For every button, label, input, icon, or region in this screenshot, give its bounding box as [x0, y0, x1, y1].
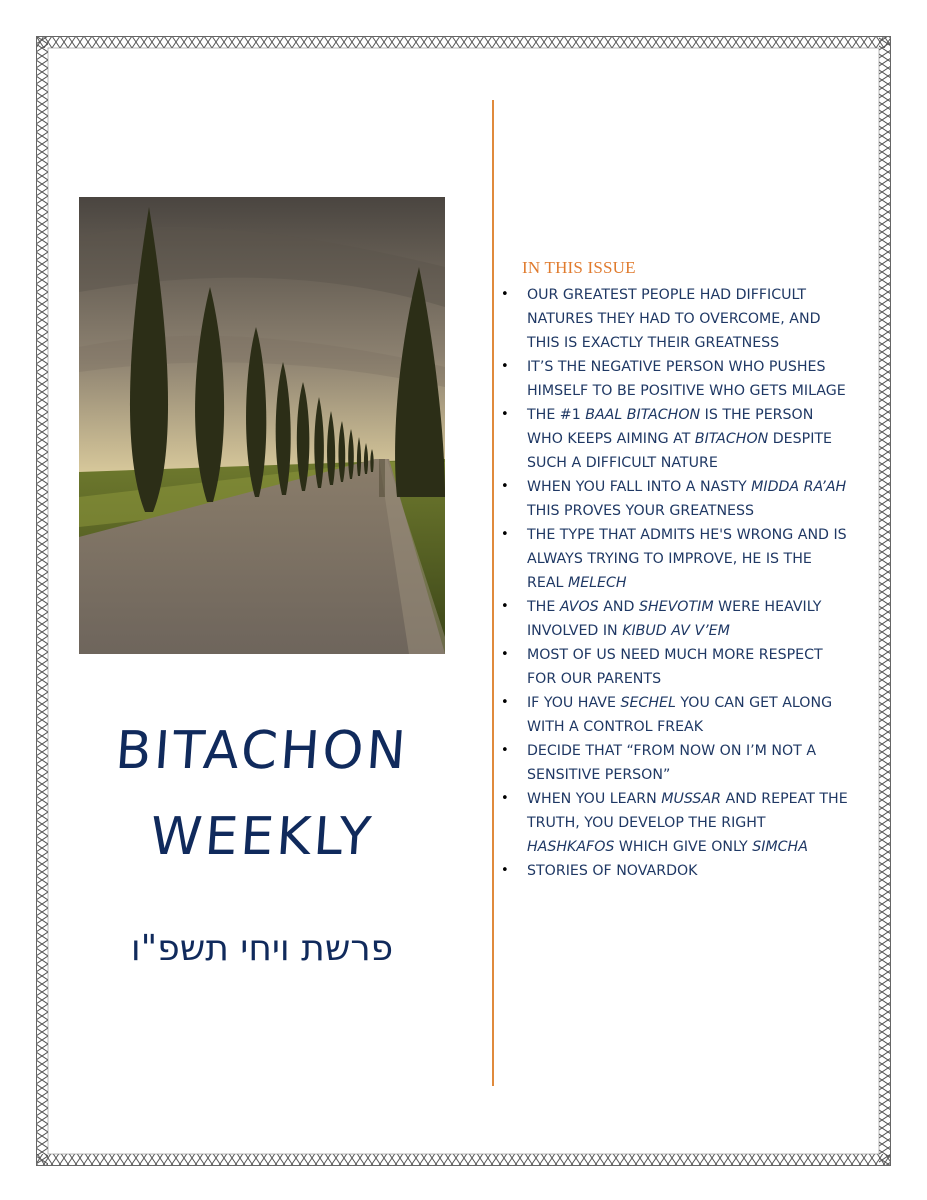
issue-heading: IN THIS ISSUE [522, 258, 636, 277]
item-text: IS THE PERSON WHO KEEPS AIMING AT [527, 407, 814, 447]
item-text: YOU CAN GET ALONG WITH A CONTROL FREAK [527, 695, 833, 735]
item-text: WHEN YOU LEARN [527, 791, 662, 807]
bullet-icon: • [501, 287, 509, 302]
item-text: IF YOU HAVE [527, 695, 621, 711]
bullet-icon: • [501, 647, 509, 662]
italic-term: AVOS [559, 599, 599, 615]
bullet-icon: • [501, 479, 509, 494]
italic-term: SHEVOTIM [638, 599, 714, 615]
bullet-icon: • [501, 791, 509, 806]
item-text: AND [598, 599, 639, 615]
item-text: THE #1 [527, 407, 586, 423]
italic-term: BITACHON [694, 431, 769, 447]
list-item [500, 643, 850, 691]
bullet-icon: • [501, 695, 509, 710]
italic-term: MELECH [567, 575, 627, 591]
italic-term: MUSSAR [661, 791, 721, 807]
item-text: DECIDE THAT “FROM NOW ON I’M NOT A SENSITIVE PERSON” [527, 743, 817, 783]
italic-term: KIBUD AV V’EM [622, 623, 730, 639]
item-text: THE [527, 599, 560, 615]
item-text: OUR GREATEST PEOPLE HAD DIFFICULT NATURES THEY HAD TO OVERCOME, AND THIS IS EXACTLY THEIR GREATNESS [527, 287, 821, 351]
list-item [500, 403, 850, 475]
cover-photo [79, 197, 445, 654]
item-text: THIS PROVES YOUR GREATNESS [527, 503, 755, 519]
italic-term: SIMCHA [752, 839, 808, 855]
column-divider [492, 100, 494, 1086]
italic-term: BAAL BITACHON [585, 407, 701, 423]
item-text: WERE HEAVILY INVOLVED IN [527, 599, 822, 639]
parsha-subtitle: פרשת ויחי תשפ"ו [130, 928, 394, 969]
list-item [500, 595, 850, 643]
masthead-title-line2: WEEKLY [148, 807, 376, 867]
item-text: STORIES OF NOVARDOK [527, 863, 698, 879]
list-item [500, 739, 850, 787]
bullet-icon: • [501, 743, 509, 758]
item-text: DESPITE SUCH A DIFFICULT NATURE [527, 431, 833, 471]
list-item [500, 859, 850, 883]
bullet-icon: • [501, 527, 509, 542]
masthead [79, 721, 445, 867]
item-text: IT’S THE NEGATIVE PERSON WHO PUSHES HIMSELF TO BE POSITIVE WHO GETS MILAGE [527, 359, 846, 399]
masthead-title-line1: BITACHON [113, 721, 411, 781]
italic-term: SECHEL [620, 695, 676, 711]
list-item [500, 523, 850, 595]
list-item [500, 283, 850, 355]
bullet-icon: • [501, 599, 509, 614]
item-text: AND REPEAT THE TRUTH, YOU DEVELOP THE RIGHT [527, 791, 848, 831]
issue-list [500, 283, 850, 883]
list-item [500, 787, 850, 859]
italic-term: HASHKAFOS [527, 839, 615, 855]
road-cypress-photo-icon [79, 197, 445, 654]
bullet-icon: • [501, 359, 509, 374]
bullet-icon: • [501, 863, 509, 878]
item-text: WHEN YOU FALL INTO A NASTY [527, 479, 752, 495]
list-item [500, 475, 850, 523]
italic-term: MIDDA RA’AH [751, 479, 847, 495]
item-text: THE TYPE THAT ADMITS HE'S WRONG AND IS ALWAYS TRYING TO IMPROVE, HE IS THE REAL [527, 527, 847, 591]
list-item [500, 355, 850, 403]
bullet-icon: • [501, 407, 509, 422]
list-item [500, 691, 850, 739]
item-text: WHICH GIVE ONLY [614, 839, 753, 855]
item-text: MOST OF US NEED MUCH MORE RESPECT FOR OUR PARENTS [527, 647, 823, 687]
